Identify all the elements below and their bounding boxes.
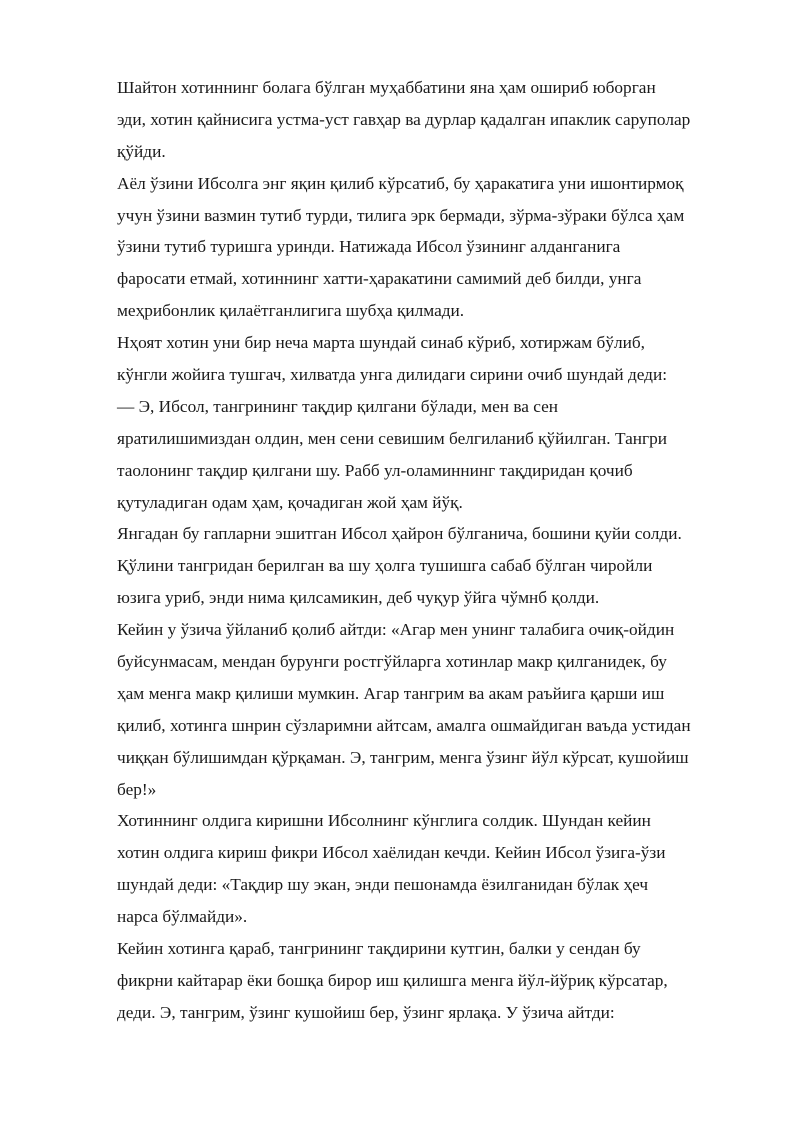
text-line: яратилишимиздан олдин, мен сени севишим белгиланиб қўйилган. Тангри: [117, 428, 667, 448]
text-line: нарса бўлмайди».: [117, 907, 248, 927]
text-line: кўнгли жойига тушгач, хилватда унга дилидаги сирини очиб шундай деди:: [117, 365, 668, 385]
text-line: юзига уриб, энди нима қилсамикин, деб чуқур ўйга чўмнб қолди.: [117, 588, 600, 608]
document-page: [117, 72, 757, 1029]
text-line: — Э, Ибсол, тангрининг тақдир қилгани бўлади, мен ва сен: [117, 396, 559, 416]
text-line: учун ўзини вазмин тутиб турди, тилига эрк бермади, зўрма-зўраки бўлса ҳам: [117, 205, 685, 225]
text-line: Кейин хотинга қараб, тангрининг тақдирини кутгин, балки у сендан бу: [117, 939, 641, 959]
text-line: эди, хотин қайнисига устма-уст гавҳар ва дурлар қадалган ипаклик саруполар: [117, 109, 691, 129]
text-line: чиққан бўлишимдан қўрқаман. Э, тангрим, менга ўзинг йўл кўрсат, кушойиш: [117, 747, 689, 767]
text-line: қўйди.: [117, 141, 166, 161]
text-line: қилиб, хотинга шнрин сўзларимни айтсам, амалга ошмайдиган ваъда устидан: [117, 715, 691, 735]
text-line: Нҳоят хотин уни бир неча марта шундай синаб кўриб, хотиржам бўлиб,: [117, 333, 645, 353]
text-line: Кейин у ўзича ўйланиб қолиб айтди: «Агар мен унинг талабига очиқ-ойдин: [117, 620, 675, 640]
text-line: хотин олдига кириш фикри Ибсол хаёлидан кечди. Кейин Ибсол ўзига-ўзи: [117, 843, 666, 863]
text-line: қутуладиган одам ҳам, қочадиган жой ҳам йўқ.: [117, 492, 463, 512]
text-line: Янгадан бу гапларни эшитган Ибсол ҳайрон бўлганича, бошини қуйи солди.: [117, 524, 682, 544]
text-line: фаросати етмай, хотиннинг хатти-ҳаракатини самимий деб билди, унга: [117, 269, 642, 289]
text-line: меҳрибонлик қилаётганлигига шубҳа қилмади.: [117, 301, 465, 321]
text-line: бер!»: [117, 779, 157, 799]
text-line: Хотиннинг олдига киришни Ибсолнинг кўнглига солдик. Шундан кейин: [117, 811, 651, 831]
text-line: ўзини тутиб туришга уринди. Натижада Ибсол ўзининг алданганига: [117, 237, 621, 257]
text-line: деди. Э, тангрим, ўзинг кушойиш бер, ўзинг ярлақа. У ўзича айтди:: [117, 1002, 615, 1022]
text-line: ҳам менга макр қилиши мумкин. Агар тангрим ва акам раъйига қарши иш: [117, 683, 665, 703]
text-line: таолонинг тақдир қилгани шу. Рабб ул-оламиннинг тақдиридан қочиб: [117, 460, 633, 480]
text-line: Аёл ўзини Ибсолга энг яқин қилиб кўрсатиб, бу ҳаракатига уни ишонтирмоқ: [117, 173, 684, 193]
text-line: фикрни кайтарар ёки бошқа бирор иш қилишга менга йўл-йўриқ кўрсатар,: [117, 970, 668, 990]
text-line: шундай деди: «Тақдир шу экан, энди пешонамда ёзилганидан бўлак ҳеч: [117, 875, 649, 895]
text-line: Шайтон хотиннинг болага бўлган муҳаббатини яна ҳам ошириб юборган: [117, 78, 656, 97]
text-line: Қўлини тангридан берилган ва шу ҳолга тушишга сабаб бўлган чиройли: [117, 556, 653, 576]
text-line: буйсунмасам, мендан бурунги ростгўйларга хотинлар макр қилганидек, бу: [117, 652, 667, 672]
